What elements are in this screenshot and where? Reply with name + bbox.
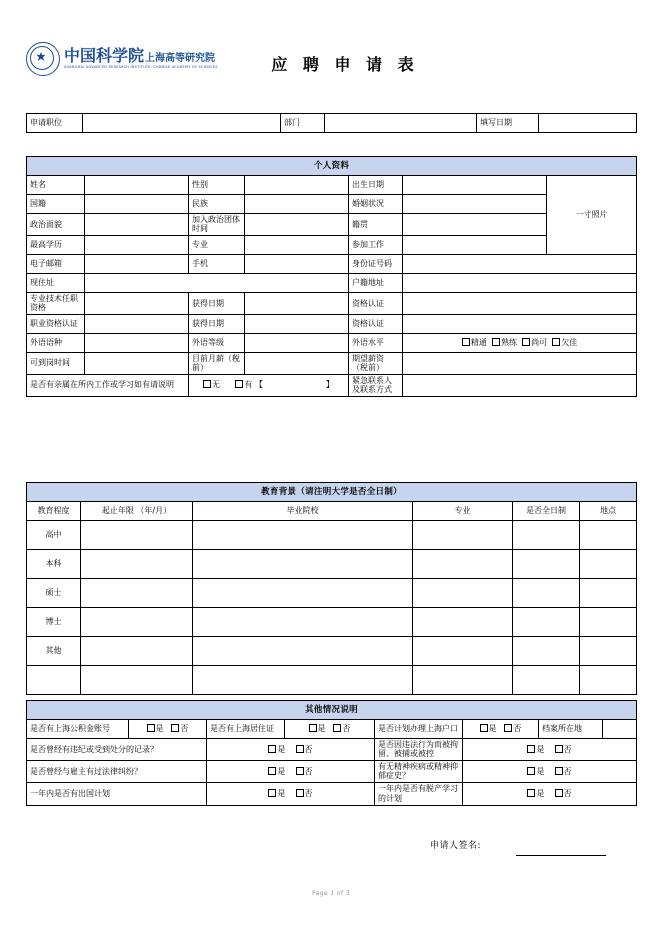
table-row: [27, 254, 637, 273]
gender-input[interactable]: [245, 176, 349, 195]
edu-period-4[interactable]: [81, 637, 193, 666]
ethnicity-input[interactable]: [245, 195, 349, 214]
name-input[interactable]: [85, 176, 189, 195]
checkbox-icon[interactable]: [296, 767, 304, 775]
checkbox-icon[interactable]: [522, 338, 530, 346]
document-header: [0, 38, 662, 94]
language-level-option-3[interactable]: [552, 338, 577, 347]
logo-english-name: SHANGHAI ADVANCED RESEARCH INSTITUTE, CHINESE ACADEMY OF SCIENCES: [64, 65, 218, 70]
edu-location-5[interactable]: [580, 666, 637, 695]
logo-text-block: [64, 46, 218, 70]
department-input[interactable]: [325, 114, 477, 133]
edu-school-1[interactable]: [193, 550, 413, 579]
option-label: 是: [277, 789, 286, 799]
table-row: [27, 720, 637, 739]
apply-position-label: 申请职位: [27, 114, 83, 133]
political-status-input[interactable]: [85, 214, 189, 236]
education-band: 教育背景（请注明大学是否全日制）: [27, 483, 637, 502]
hukou-plan-options: [463, 720, 539, 739]
prof-title-date-input[interactable]: [245, 292, 349, 314]
expected-salary-label: 期望薪资（税前）: [349, 352, 403, 374]
work-start-input[interactable]: [403, 235, 547, 254]
table-row: [27, 114, 637, 133]
bracket-close: 】: [325, 380, 334, 390]
id-number-input[interactable]: [403, 254, 637, 273]
option-label: 熟练: [501, 338, 517, 348]
hukou-plan-yes[interactable]: [480, 724, 497, 733]
language-level-option-0[interactable]: [462, 338, 487, 347]
residence-permit-label: 是否有上海居住证: [207, 720, 285, 739]
vocational-date-label: 获得日期: [189, 314, 245, 333]
registered-address-input[interactable]: [403, 273, 637, 292]
option-label: 否: [563, 789, 572, 799]
major-label: 专业: [189, 235, 245, 254]
prof-title-label: 专业技术任职资格: [27, 292, 85, 314]
option-label: 是: [536, 766, 545, 776]
option-label: 否: [304, 744, 313, 754]
edu-fulltime-5[interactable]: [513, 666, 580, 695]
edu-col-location: 地点: [580, 502, 637, 521]
edu-level-1: 本科: [27, 550, 81, 579]
abroad-plan-yes[interactable]: [268, 789, 285, 798]
political-status-label: 政治面貌: [27, 214, 85, 236]
checkbox-icon[interactable]: [552, 338, 560, 346]
checkbox-icon[interactable]: [527, 767, 535, 775]
other-info-band: 其他情况说明: [27, 701, 637, 720]
option-label: 无: [212, 380, 221, 390]
checkbox-icon[interactable]: [527, 789, 535, 797]
edu-location-2[interactable]: [580, 579, 637, 608]
vocational-date-input[interactable]: [245, 314, 349, 333]
marital-status-label: 婚姻状况: [349, 195, 403, 214]
language-level-options: [403, 333, 637, 352]
table-row: [27, 352, 637, 374]
highest-education-input[interactable]: [85, 235, 189, 254]
table-row: [27, 666, 637, 695]
option-label: 精通: [470, 338, 487, 348]
current-address-input[interactable]: [85, 273, 349, 292]
edu-col-major: 专业: [413, 502, 513, 521]
edu-level-3: 博士: [27, 608, 81, 637]
abroad-plan-label: 一年内是否有出国计划: [27, 782, 207, 805]
seal-icon: [26, 42, 60, 76]
discipline-record-no[interactable]: [296, 745, 313, 754]
edu-period-3[interactable]: [81, 608, 193, 637]
nationality-label: 国籍: [27, 195, 85, 214]
gender-label: 性别: [189, 176, 245, 195]
checkbox-icon[interactable]: [555, 789, 563, 797]
edu-level-2: 硕士: [27, 579, 81, 608]
vocational-cert-input[interactable]: [85, 314, 189, 333]
option-label: 欠佳: [561, 338, 578, 348]
edu-level-5: [27, 666, 81, 695]
option-label: 是: [536, 789, 545, 799]
option-label: 否: [180, 724, 189, 734]
archive-location-input[interactable]: [603, 720, 637, 739]
edu-location-3[interactable]: [580, 608, 637, 637]
checkbox-icon[interactable]: [171, 724, 179, 732]
native-place-label: 籍贯: [349, 214, 403, 236]
mobile-label: 手机: [189, 254, 245, 273]
edu-location-4[interactable]: [580, 637, 637, 666]
checkbox-icon[interactable]: [492, 338, 500, 346]
edu-fulltime-1[interactable]: [513, 550, 580, 579]
study-leave-plan-options: [463, 782, 637, 805]
logo-cn-main: 中国科学院: [64, 46, 145, 66]
option-label: 否: [513, 724, 522, 734]
option-label: 是: [317, 724, 326, 734]
checkbox-icon[interactable]: [462, 338, 470, 346]
relatives-option-none[interactable]: [203, 380, 220, 389]
legal-dispute-options: [207, 760, 375, 782]
edu-major-1[interactable]: [413, 550, 513, 579]
signature-label: 申请人签名:: [430, 841, 482, 851]
relatives-question-label: 是否有亲属在所内工作或学习如有请说明: [27, 374, 189, 396]
vocational-auth-label: 资格认证: [349, 314, 403, 333]
hukou-plan-label: 是否计划办理上海户口: [375, 720, 463, 739]
option-label: 是: [536, 744, 545, 754]
highest-education-label: 最高学历: [27, 235, 85, 254]
language-level-label: 外语水平: [349, 333, 403, 352]
id-number-label: 身份证号码: [349, 254, 403, 273]
shanghai-fund-no[interactable]: [171, 724, 188, 733]
residence-permit-no[interactable]: [333, 724, 350, 733]
personal-info-band: 个人资料: [27, 157, 637, 176]
relatives-option-yes[interactable]: [235, 380, 252, 389]
legal-dispute-label: 是否曾经与雇主有过法律纠纷？: [27, 760, 207, 782]
fill-date-input[interactable]: [539, 114, 637, 133]
edu-school-3[interactable]: [193, 608, 413, 637]
shanghai-fund-yes[interactable]: [147, 724, 164, 733]
join-party-time-label: 加入政治团体时间: [189, 214, 245, 236]
edu-fulltime-4[interactable]: [513, 637, 580, 666]
email-label: 电子邮箱: [27, 254, 85, 273]
table-row: [27, 739, 637, 761]
table-row: [27, 637, 637, 666]
residence-permit-options: [285, 720, 375, 739]
checkbox-icon[interactable]: [268, 789, 276, 797]
table-row: [27, 292, 637, 314]
study-leave-no[interactable]: [555, 789, 572, 798]
work-start-label: 参加工作: [349, 235, 403, 254]
option-label: 否: [304, 789, 313, 799]
table-row: [27, 579, 637, 608]
table-row: [27, 550, 637, 579]
join-party-time-input[interactable]: [245, 214, 349, 236]
detention-record-options: [463, 739, 637, 761]
registered-address-label: 户籍地址: [349, 273, 403, 292]
table-row: [27, 483, 637, 502]
residence-permit-yes[interactable]: [309, 724, 326, 733]
apply-position-input[interactable]: [83, 114, 281, 133]
edu-school-0[interactable]: [193, 521, 413, 550]
edu-major-0[interactable]: [413, 521, 513, 550]
detention-record-no[interactable]: [555, 745, 572, 754]
edu-col-period: 起止年限 （年/月）: [81, 502, 193, 521]
vocational-auth-input[interactable]: [403, 314, 637, 333]
option-label: 是: [155, 724, 164, 734]
option-label: 有: [244, 380, 253, 390]
edu-location-1[interactable]: [580, 550, 637, 579]
major-input[interactable]: [245, 235, 349, 254]
legal-dispute-no[interactable]: [296, 767, 313, 776]
current-salary-input[interactable]: [245, 352, 349, 374]
abroad-plan-options: [207, 782, 375, 805]
checkbox-icon[interactable]: [555, 767, 563, 775]
table-row: [27, 157, 637, 176]
logo-chinese-name: [64, 48, 215, 64]
edu-level-4: 其他: [27, 637, 81, 666]
prof-title-input[interactable]: [85, 292, 189, 314]
current-salary-label: 目前月薪（税前）: [189, 352, 245, 374]
edu-col-level: 教育程度: [27, 502, 81, 521]
checkbox-icon[interactable]: [203, 380, 211, 388]
language-input[interactable]: [85, 333, 189, 352]
page-title: 应 聘 申 请 表: [271, 55, 419, 74]
table-row: [27, 235, 637, 254]
expected-salary-input[interactable]: [403, 352, 637, 374]
table-row: [27, 782, 637, 805]
checkbox-icon[interactable]: [296, 745, 304, 753]
available-date-label: 可到岗时间: [27, 352, 85, 374]
ethnicity-label: 民族: [189, 195, 245, 214]
checkbox-icon[interactable]: [147, 724, 155, 732]
shanghai-fund-label: 是否有上海公积金账号: [27, 720, 129, 739]
checkbox-icon[interactable]: [480, 724, 488, 732]
edu-major-3[interactable]: [413, 608, 513, 637]
checkbox-icon[interactable]: [527, 745, 535, 753]
birth-date-label: 出生日期: [349, 176, 403, 195]
marital-status-input[interactable]: [403, 195, 547, 214]
table-row: [27, 760, 637, 782]
language-grade-label: 外语等级: [189, 333, 245, 352]
edu-level-0: 高中: [27, 521, 81, 550]
table-row: [27, 333, 637, 352]
table-row: [27, 314, 637, 333]
mobile-input[interactable]: [245, 254, 349, 273]
mental-history-options: [463, 760, 637, 782]
checkbox-icon[interactable]: [333, 724, 341, 732]
page-number: Page 1 of 3: [311, 890, 351, 897]
signature-line[interactable]: [516, 855, 606, 856]
native-place-input[interactable]: [403, 214, 547, 236]
option-label: 否: [563, 744, 572, 754]
option-label: 否: [304, 766, 313, 776]
checkbox-icon[interactable]: [309, 724, 317, 732]
edu-location-0[interactable]: [580, 521, 637, 550]
department-label: 部门: [281, 114, 325, 133]
edu-period-1[interactable]: [81, 550, 193, 579]
language-level-option-2[interactable]: [522, 338, 547, 347]
discipline-record-yes[interactable]: [268, 745, 285, 754]
education-background-table: [26, 482, 637, 695]
edu-major-5[interactable]: [413, 666, 513, 695]
language-grade-input[interactable]: [245, 333, 349, 352]
relatives-answer-options: [189, 374, 349, 396]
discipline-record-options: [207, 739, 375, 761]
language-level-option-1[interactable]: [492, 338, 517, 347]
mental-history-label: 有无精神疾病或精神抑郁症史？: [375, 760, 463, 782]
current-address-label: 现住址: [27, 273, 85, 292]
personal-info-table: [26, 156, 637, 397]
checkbox-icon[interactable]: [296, 789, 304, 797]
birth-date-input[interactable]: [403, 176, 547, 195]
edu-major-4[interactable]: [413, 637, 513, 666]
mental-history-no[interactable]: [555, 767, 572, 776]
edu-fulltime-0[interactable]: [513, 521, 580, 550]
checkbox-icon[interactable]: [504, 724, 512, 732]
checkbox-icon[interactable]: [268, 745, 276, 753]
logo-cn-sub: 上海高等研究院: [145, 53, 216, 65]
discipline-record-label: 是否曾经有违纪或受到处分的记录？: [27, 739, 207, 761]
application-header-table: [26, 113, 637, 133]
edu-period-0[interactable]: [81, 521, 193, 550]
vocational-cert-label: 职业资格认证: [27, 314, 85, 333]
table-row: [27, 176, 637, 195]
hukou-plan-no[interactable]: [504, 724, 521, 733]
email-input[interactable]: [85, 254, 189, 273]
option-label: 是: [488, 724, 497, 734]
prof-title-date-label: 获得日期: [189, 292, 245, 314]
language-label: 外语语种: [27, 333, 85, 352]
detention-record-label: 是否因违法行为而被拘留、被捕或被控: [375, 739, 463, 761]
bracket-open: 【: [254, 380, 263, 390]
archive-location-label: 档案所在地: [539, 720, 603, 739]
table-row: [27, 701, 637, 720]
edu-school-2[interactable]: [193, 579, 413, 608]
edu-fulltime-3[interactable]: [513, 608, 580, 637]
institute-logo: [26, 42, 218, 76]
study-leave-yes[interactable]: [527, 789, 544, 798]
edu-period-5[interactable]: [81, 666, 193, 695]
edu-fulltime-2[interactable]: [513, 579, 580, 608]
photo-placeholder: 一寸照片: [547, 176, 637, 255]
emergency-contact-label: 紧急联系人及联系方式: [349, 374, 403, 396]
edu-school-4[interactable]: [193, 637, 413, 666]
fill-date-label: 填写日期: [477, 114, 539, 133]
option-label: 否: [563, 766, 572, 776]
mental-history-yes[interactable]: [527, 767, 544, 776]
checkbox-icon[interactable]: [268, 767, 276, 775]
prof-title-cert-label: 资格认证: [349, 292, 403, 314]
option-label: 是: [277, 766, 286, 776]
option-label: 否: [342, 724, 351, 734]
study-leave-plan-label: 一年内是否有脱产学习的计划: [375, 782, 463, 805]
other-information-table: [26, 700, 637, 806]
option-label: 是: [277, 744, 286, 754]
abroad-plan-no[interactable]: [296, 789, 313, 798]
edu-period-2[interactable]: [81, 579, 193, 608]
name-label: 姓名: [27, 176, 85, 195]
shanghai-fund-options: [129, 720, 207, 739]
edu-school-5[interactable]: [193, 666, 413, 695]
available-date-input[interactable]: [85, 352, 189, 374]
table-row: [27, 521, 637, 550]
prof-title-cert-input[interactable]: [403, 292, 637, 314]
detention-record-yes[interactable]: [527, 745, 544, 754]
table-header-row: [27, 502, 637, 521]
table-row: [27, 273, 637, 292]
emergency-contact-input[interactable]: [403, 374, 637, 396]
edu-major-2[interactable]: [413, 579, 513, 608]
edu-col-school: 毕业院校: [193, 502, 413, 521]
checkbox-icon[interactable]: [235, 380, 243, 388]
edu-col-fulltime: 是否全日制: [513, 502, 580, 521]
table-row: [27, 608, 637, 637]
option-label: 尚可: [531, 338, 548, 348]
table-row: [27, 374, 637, 396]
checkbox-icon[interactable]: [555, 745, 563, 753]
table-row: [27, 195, 637, 214]
table-row: [27, 214, 637, 236]
legal-dispute-yes[interactable]: [268, 767, 285, 776]
nationality-input[interactable]: [85, 195, 189, 214]
